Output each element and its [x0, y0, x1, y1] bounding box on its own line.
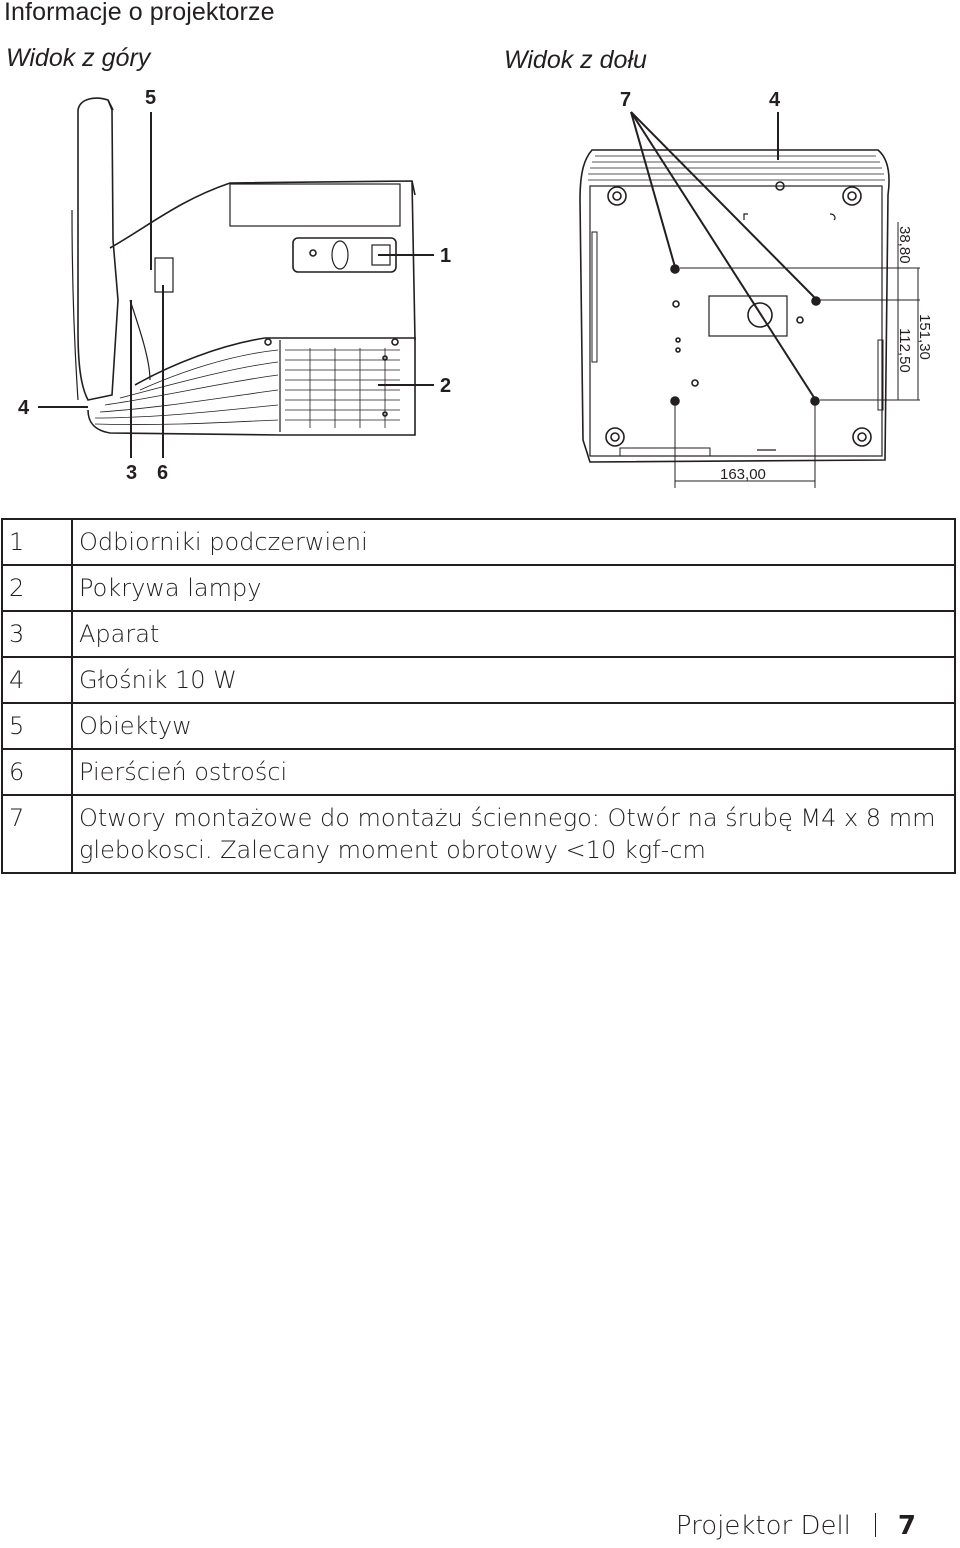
footer-brand: Projektor Dell	[675, 1511, 851, 1541]
top-view-illustration	[72, 98, 415, 435]
bottom-callout-4: 4	[769, 89, 781, 111]
legend-row	[2, 795, 955, 873]
page-title: Informacje o projektorze	[4, 0, 275, 26]
legend-row	[2, 565, 955, 611]
bottom-view-callout-lines	[631, 112, 816, 399]
legend-number: 6	[2, 749, 72, 795]
legend-text: Odbiorniki podczerwieni	[72, 519, 955, 565]
page-footer	[676, 1511, 916, 1541]
legend-text: Otwory montażowe do montażu ściennego: Otwór na śrubę M4 x 8 mm glebokosci. Zalecany moment obrotowy <10 kgf-cm	[72, 795, 955, 873]
dim-163-00: 163,00	[720, 466, 766, 483]
bottom-view-label: Widok z dołu	[504, 46, 647, 74]
projector-figures	[0, 0, 960, 500]
top-callout-4: 4	[18, 397, 30, 419]
legend-row	[2, 611, 955, 657]
bottom-view-illustration	[580, 150, 889, 462]
top-view-callout-lines	[38, 112, 434, 458]
top-callout-6: 6	[157, 462, 169, 484]
bottom-callout-7: 7	[620, 89, 632, 111]
legend-number: 2	[2, 565, 72, 611]
dim-112-50: 112,50	[896, 328, 913, 373]
legend-text: Głośnik 10 W	[72, 657, 955, 703]
legend-text: Pierścień ostrości	[72, 749, 955, 795]
legend-row	[2, 703, 955, 749]
top-view-label: Widok z góry	[6, 44, 151, 72]
dim-151-30: 151,30	[916, 314, 933, 360]
page-number: 7	[897, 1511, 916, 1541]
legend-number: 7	[2, 795, 72, 873]
legend-text: Pokrywa lampy	[72, 565, 955, 611]
legend-number: 5	[2, 703, 72, 749]
top-callout-3: 3	[126, 462, 138, 484]
legend-number: 4	[2, 657, 72, 703]
legend-row	[2, 749, 955, 795]
legend-table	[1, 518, 956, 874]
legend-row	[2, 519, 955, 565]
footer-separator	[875, 1513, 876, 1537]
legend-number: 1	[2, 519, 72, 565]
top-callout-5: 5	[145, 87, 157, 109]
legend-text: Aparat	[72, 611, 955, 657]
legend-row	[2, 657, 955, 703]
legend-text: Obiektyw	[72, 703, 955, 749]
legend-number: 3	[2, 611, 72, 657]
dim-38-80: 38,80	[896, 226, 913, 264]
top-callout-2: 2	[440, 375, 452, 397]
top-callout-1: 1	[440, 245, 452, 267]
